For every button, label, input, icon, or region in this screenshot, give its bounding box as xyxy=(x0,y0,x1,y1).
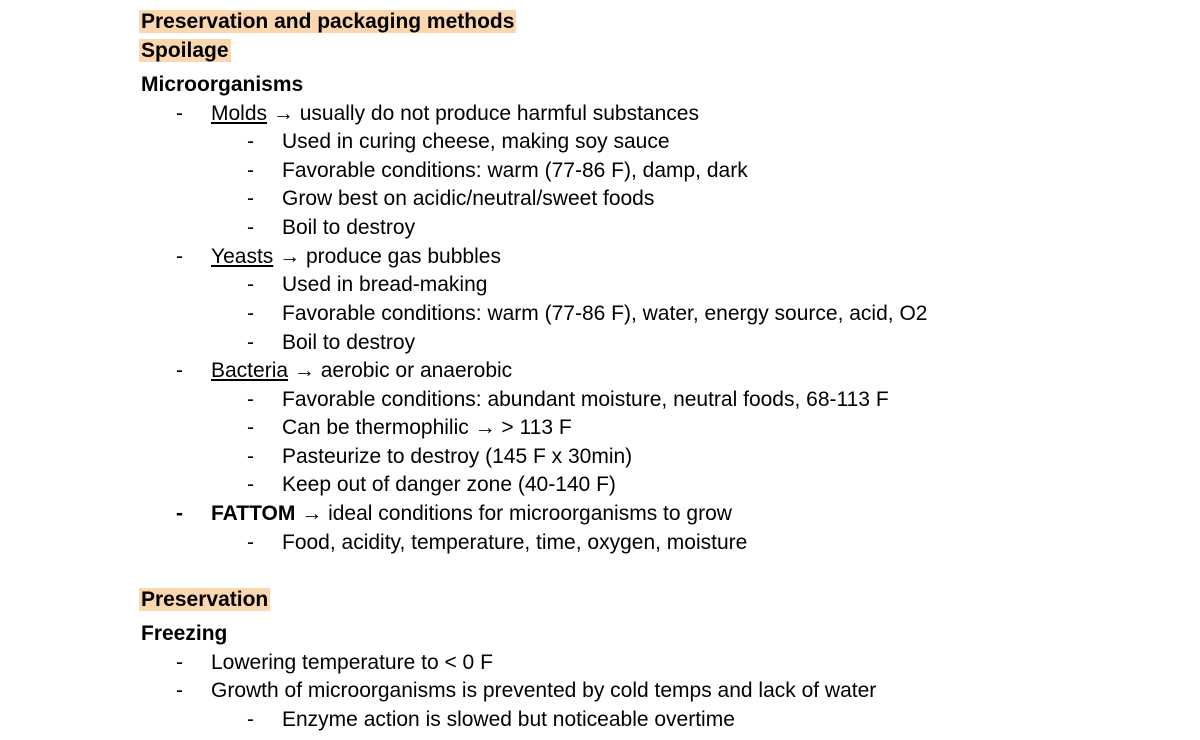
freezing-heading: Freezing xyxy=(141,622,228,645)
yeasts-desc: → produce gas bubbles xyxy=(279,245,501,268)
bullet-dash: - xyxy=(247,531,254,554)
microorganisms-heading: Microorganisms xyxy=(141,73,304,96)
list-item: Used in curing cheese, making soy sauce xyxy=(282,130,670,153)
bullet-dash: - xyxy=(247,302,254,325)
bullet-dash: - xyxy=(247,445,254,468)
molds-desc: → usually do not produce harmful substances xyxy=(272,102,699,125)
bullet-dash: - xyxy=(247,473,254,496)
bullet-dash: - xyxy=(247,130,254,153)
bullet-dash: - xyxy=(176,359,183,382)
bullet-dash: - xyxy=(176,245,183,268)
list-item: Pasteurize to destroy (145 F x 30min) xyxy=(282,445,633,468)
list-item-molds xyxy=(211,100,699,128)
spoilage-heading xyxy=(139,37,231,65)
list-item: Boil to destroy xyxy=(282,331,416,354)
title-highlight: Preservation and packaging methods xyxy=(141,10,515,33)
preservation-highlight: Preservation xyxy=(141,588,269,611)
bullet-dash: - xyxy=(176,651,183,674)
bullet-dash: - xyxy=(176,679,183,702)
bacteria-desc: → aerobic or anaerobic xyxy=(293,359,513,382)
list-item: Can be thermophilic → > 113 F xyxy=(282,416,572,439)
bullet-dash: - xyxy=(247,273,254,296)
bullet-dash: - xyxy=(247,216,254,239)
bullet-dash: - xyxy=(247,708,254,731)
bullet-dash: - xyxy=(247,331,254,354)
list-item: Lowering temperature to < 0 F xyxy=(211,651,493,674)
list-item: Grow best on acidic/neutral/sweet foods xyxy=(282,187,655,210)
bullet-dash: - xyxy=(247,388,254,411)
list-item-yeasts xyxy=(211,243,501,271)
list-item: Keep out of danger zone (40-140 F) xyxy=(282,473,616,496)
bullet-dash: - xyxy=(176,102,183,125)
list-item: Favorable conditions: abundant moisture, neutral foods, 68-113 F xyxy=(282,388,889,411)
list-item: Enzyme action is slowed but noticeable overtime xyxy=(282,708,735,731)
fattom-term: FATTOM xyxy=(211,502,296,525)
molds-term: Molds xyxy=(211,102,268,125)
list-item: Used in bread-making xyxy=(282,273,488,296)
bacteria-term: Bacteria xyxy=(211,359,289,382)
bullet-dash: - xyxy=(176,502,183,525)
document-title xyxy=(139,8,516,36)
list-item-bacteria xyxy=(211,357,512,385)
preservation-heading xyxy=(139,586,270,614)
list-item: Growth of microorganisms is prevented by cold temps and lack of water xyxy=(211,679,877,702)
list-item: Food, acidity, temperature, time, oxygen, moisture xyxy=(282,531,748,554)
yeasts-term: Yeasts xyxy=(211,245,274,268)
bullet-dash: - xyxy=(247,416,254,439)
list-item: Boil to destroy xyxy=(282,216,416,239)
list-item-fattom xyxy=(211,500,732,528)
bullet-dash: - xyxy=(247,159,254,182)
fattom-desc: → ideal conditions for microorganisms to grow xyxy=(301,502,732,525)
list-item: Favorable conditions: warm (77-86 F), damp, dark xyxy=(282,159,748,182)
list-item: Favorable conditions: warm (77-86 F), water, energy source, acid, O2 xyxy=(282,302,928,325)
spoilage-highlight: Spoilage xyxy=(141,39,229,62)
bullet-dash: - xyxy=(247,187,254,210)
